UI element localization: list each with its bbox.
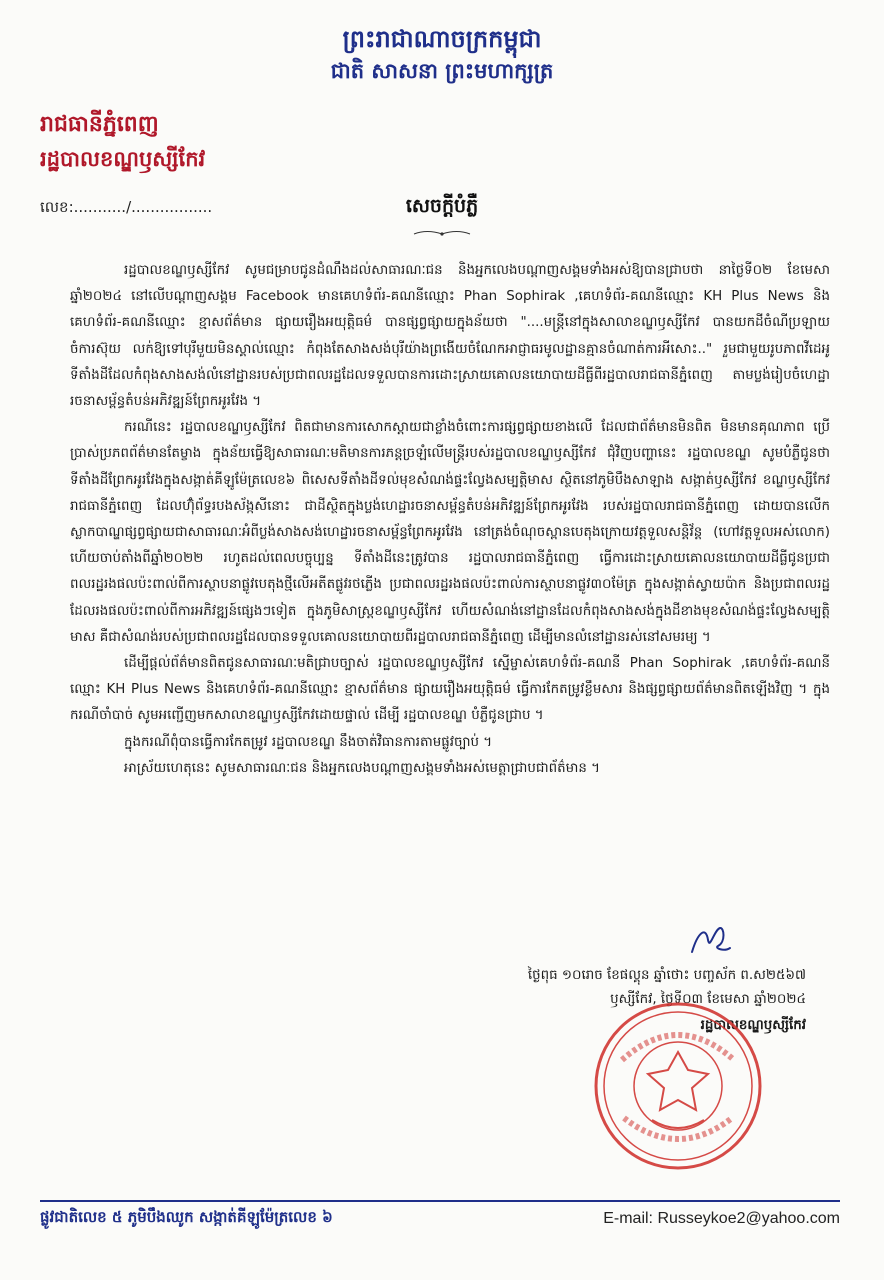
authority-district: រដ្ឋបាលខណ្ឌឫស្សីកែវ <box>40 147 206 171</box>
national-motto: ជាតិ សាសនា ព្រះមហាក្សត្រ <box>330 59 554 83</box>
kingdom-header <box>0 22 884 86</box>
footer-email: E-mail: Russeykoe2@yahoo.com <box>603 1210 840 1227</box>
paragraph-1: រដ្ឋបាលខណ្ឌឫស្សីកែវ សូមជម្រាបជូនដំណឹងដល់សាធារណៈជន និងអ្នកលេងបណ្តាញសង្គមទាំងអស់ឱ្យបានជ្រាបថា នាថ្ងៃទី០២ ខែមេសា ឆ្នាំ២០២៤ នៅលើបណ្តាញសង្គម Facebook មានគេហទំព័រ-គណនីឈ្មោះ Phan Sophirak ,គេហទំព័រ-គណនីឈ្មោះ KH Plus News និងគេហទំព័រ-គណនីឈ្មោះ ខ្មាសព័ត៌មាន ផ្សាយរឿងអយុត្តិធម៌ បានផ្សព្វផ្សាយក្នុងន័យថា "....មន្ត្រីនៅក្នុងសាលាខណ្ឌឫស្សីកែវ បានយកដីចំណីប្រឡាយចំការស៊ុយ លក់ឱ្យទៅបុរីមួយមិនស្គាល់ឈ្មោះ កំពុងតែសាងសង់បុរីយ៉ាងព្រងើយចំណែកអាជ្ញាធរមូលដ្ឋានគ្មានចំណាត់ការអីសោះ.." រួមជាមួយរូបភាពវីដេអូ ទីតាំងដីដែលកំពុងសាងសង់លំនៅដ្ឋានរបស់ប្រជាពលរដ្ឋដែលទទួលបានការដោះស្រាយគោលនយោបាយដីធ្លីពីរដ្ឋបាលរាជធានីភ្នំពេញ តាមប្លង់រៀបចំហេដ្ឋារចនាសម្ព័ន្ធតំបន់អភិវឌ្ឍន៍ព្រែកអូរវែង ។ <box>70 263 830 410</box>
document-body <box>70 258 830 782</box>
place-and-date: ឫស្សីកែវ, ថ្ងៃទី០៣ ខែមេសា ឆ្នាំ២០២៤ <box>610 992 806 1007</box>
document-title: សេចក្តីបំភ្លឺ <box>405 195 479 217</box>
paragraph-3: ដើម្បីផ្តល់ព័ត៌មានពិតជូនសាធារណៈមតិជ្រាបច្បាស់ រដ្ឋបាលខណ្ឌឫស្សីកែវ ស្នើម្ចាស់គេហទំព័រ-គណនី Phan Sophirak ,គេហទំព័រ-គណនីឈ្មោះ KH Plus News និងគេហទំព័រ-គណនីឈ្មោះ ខ្មាសព័ត៌មាន ផ្សាយរឿងអយុត្តិធម៌ ធ្វើការកែតម្រូវខ្លឹមសារ និងផ្សព្វផ្សាយព័ត៌មានពិតឡើងវិញ ។ ក្នុងករណីចាំបាច់ សូមអញ្ជើញមកសាលាខណ្ឌឫស្សីកែវដោយផ្ទាល់ ដើម្បី រដ្ឋបាលខណ្ឌ បំភ្លឺជូនជ្រាប ។ <box>70 656 830 724</box>
paragraph-2: ករណីនេះ រដ្ឋបាលខណ្ឌឫស្សីកែវ ពិតជាមានការសោកស្តាយជាខ្លាំងចំពោះការផ្សព្វផ្សាយខាងលើ ដែលជាព័ត៌មានមិនពិត មិនមានគុណភាព ប្រើប្រាស់ប្រភពព័ត៌មានតែម្ខាង ក្នុងន័យធ្វើឱ្យសាធារណៈមតិមានការភន្តច្រឡំលើមន្ត្រីរបស់រដ្ឋបាលខណ្ឌឫស្សីកែវ ជុំវិញបញ្ហានេះ រដ្ឋបាលខណ្ឌ សូមបំភ្លឺជូនថា ទីតាំងដីព្រែកអូរវែងក្នុងសង្កាត់គីឡូម៉ែត្រលេខ៦ ពិសេសទីតាំងដីទល់មុខសំណង់ផ្ទះល្វែងសម្បត្តិមាស ស្ថិតនៅភូមិបឹងសាឡាង សង្កាត់ឫស្សីកែវ ខណ្ឌឫស្សីកែវ រាជធានីភ្នំពេញ ដែលហ៊ុំព័ទ្ធរបងស័ង្កសីនោះ ជាដីស្ថិតក្នុងប្លង់ហេដ្ឋារចនាសម្ព័ន្ធតំបន់អភិវឌ្ឍន៍ព្រែកអូរវែង របស់រដ្ឋបាលរាជធានីភ្នំពេញ ដោយបានលើកស្លាកបាណ្ឌផ្សព្វផ្សាយជាសាធារណៈអំពីប្លង់សាងសង់ហេដ្ឋារចនាសម្ព័ន្ធព្រែកអូរវែង នៅត្រង់ចំណុចស្ពានបេតុងក្រោយវត្តទួលសន្តិវ័ន្ត (ហៅវត្តទួលអស់លោក) ហើយចាប់តាំងពីឆ្នាំ២០២២ រហូតដល់ពេលបច្ចុប្បន្ន ទីតាំងដីនេះត្រូវបាន រដ្ឋបាលរាជធានីភ្នំពេញ ធ្វើការដោះស្រាយគោលនយោបាយដីធ្លីជូនប្រជាពលរដ្ឋរងផលប៉ះពាល់ពីការស្ថាបនាផ្លូវបេតុងថ្មីលើអតីតផ្លូវរថភ្លើង ប្រជាពលរដ្ឋរងផលប៉ះពាល់ការស្ថាបនាផ្លូវ៣០ម៉ែត្រ ក្នុងសង្កាត់ស្វាយប៉ាក និងប្រជាពលរដ្ឋដែលរងផលប៉ះពាល់ពីការអភិវឌ្ឍន៍ផ្សេងៗទៀត ក្នុងភូមិសាស្ត្រខណ្ឌឫស្សីកែវ ហើយសំណង់នៅដ្ឋានដែលកំពុងសាងសង់ក្នុងដីខាងមុខសំណង់ផ្ទះល្វែងសម្បត្តិមាស គឺជាសំណង់របស់ប្រជាពលរដ្ឋដែលបានទទួលគោលនយោបាយពីរដ្ឋបាលរាជធានីភ្នំពេញ ដើម្បីមានលំនៅដ្ឋានរស់នៅសមរម្យ ។ <box>70 420 830 645</box>
paragraph-4: ក្នុងករណីពុំបានធ្វើការកែតម្រូវ រដ្ឋបាលខណ្ឌ នឹងចាត់វិធានការតាមផ្លូវច្បាប់ ។ <box>124 734 493 750</box>
reference-number: លេខ:.........../................. <box>40 198 213 216</box>
signer-name: រដ្ឋបាលខណ្ឌឫស្សីកែវ <box>700 1018 806 1033</box>
official-seal-icon <box>592 1000 764 1172</box>
footer <box>40 1208 840 1230</box>
authority-capital: រាជធានីភ្នំពេញ <box>40 112 159 137</box>
title-ornament-icon <box>412 228 472 238</box>
issuing-authority <box>40 108 205 176</box>
lunar-date: ថ្ងៃពុធ ១០រោច ខែផល្គុន ឆ្នាំថោះ បញ្ចស័ក ព.ស២៥៦៧ <box>527 968 806 983</box>
footer-divider <box>40 1200 840 1202</box>
handwritten-signature-icon <box>688 922 732 958</box>
paragraph-5: អាស្រ័យហេតុនេះ សូមសាធារណៈជន និងអ្នកលេងបណ្តាញសង្គមទាំងអស់មេត្តាជ្រាបជាព័ត៌មាន ។ <box>124 760 600 776</box>
footer-address: ផ្លូវជាតិលេខ ៥ ភូមិបឹងឈូក សង្កាត់គីឡូម៉ែត្រលេខ ៦ <box>40 1208 333 1226</box>
kingdom-title: ព្រះរាជាណាចក្រកម្ពុជា <box>342 25 542 53</box>
